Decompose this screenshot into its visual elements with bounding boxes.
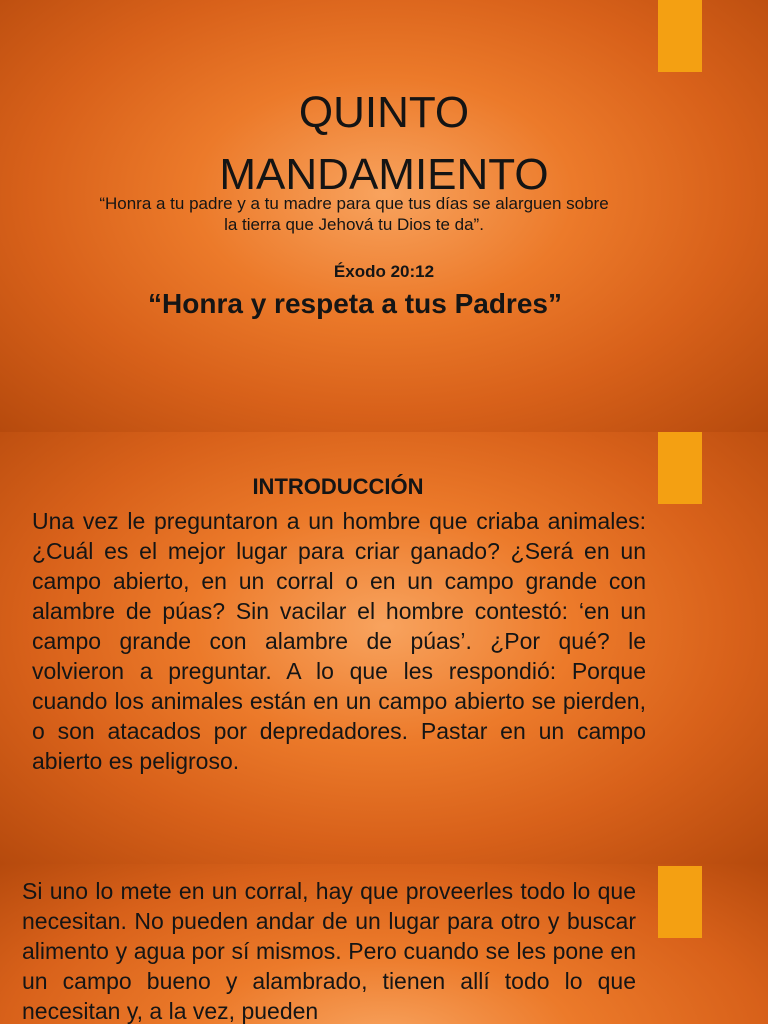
- verse-reference: Éxodo 20:12: [333, 262, 435, 281]
- accent-bar: [658, 432, 702, 504]
- section-heading: INTRODUCCIÓN: [252, 474, 424, 499]
- body-paragraph: Si uno lo mete en un corral, hay que proveerles todo lo que necesitan. No pueden andar de un lugar para otro y buscar alimento y agua por sí mismos. Pero cuando se les pone en un campo bueno y alambrado, tienen allí todo lo que necesitan y, a la vez, pueden: [22, 878, 636, 1024]
- title-line-1: QUINTO: [298, 88, 470, 137]
- accent-bar: [658, 866, 702, 938]
- verse-line-2: la tierra que Jehová tu Dios te da”.: [224, 215, 484, 234]
- bible-verse: [84, 193, 624, 235]
- slide-subtitle: “Honra y respeta a tus Padres”: [148, 288, 562, 319]
- slide-title: [0, 82, 768, 206]
- slide-3: [0, 864, 768, 1024]
- title-line-2: MANDAMIENTO: [219, 150, 549, 199]
- accent-bar: [658, 0, 702, 72]
- slide-2: [0, 432, 768, 864]
- intro-paragraph: Una vez le preguntaron a un hombre que criaba animales: ¿Cuál es el mejor lugar para criar ganado? ¿Será en un campo abierto, en un corral o en un campo grande con alambre de púas? Sin vacilar el hombre contestó: ‘en un campo grande con alambre de púas’. ¿Por qué? le volvieron a preguntar. A lo que les respondió: Porque cuando los animales están en un campo abierto se pierden, o son atacados por depredadores. Pastar en un campo abierto es peligroso.: [32, 508, 646, 774]
- slide-1: [0, 0, 768, 432]
- verse-line-1: “Honra a tu padre y a tu madre para que tus días se alarguen sobre: [99, 194, 609, 213]
